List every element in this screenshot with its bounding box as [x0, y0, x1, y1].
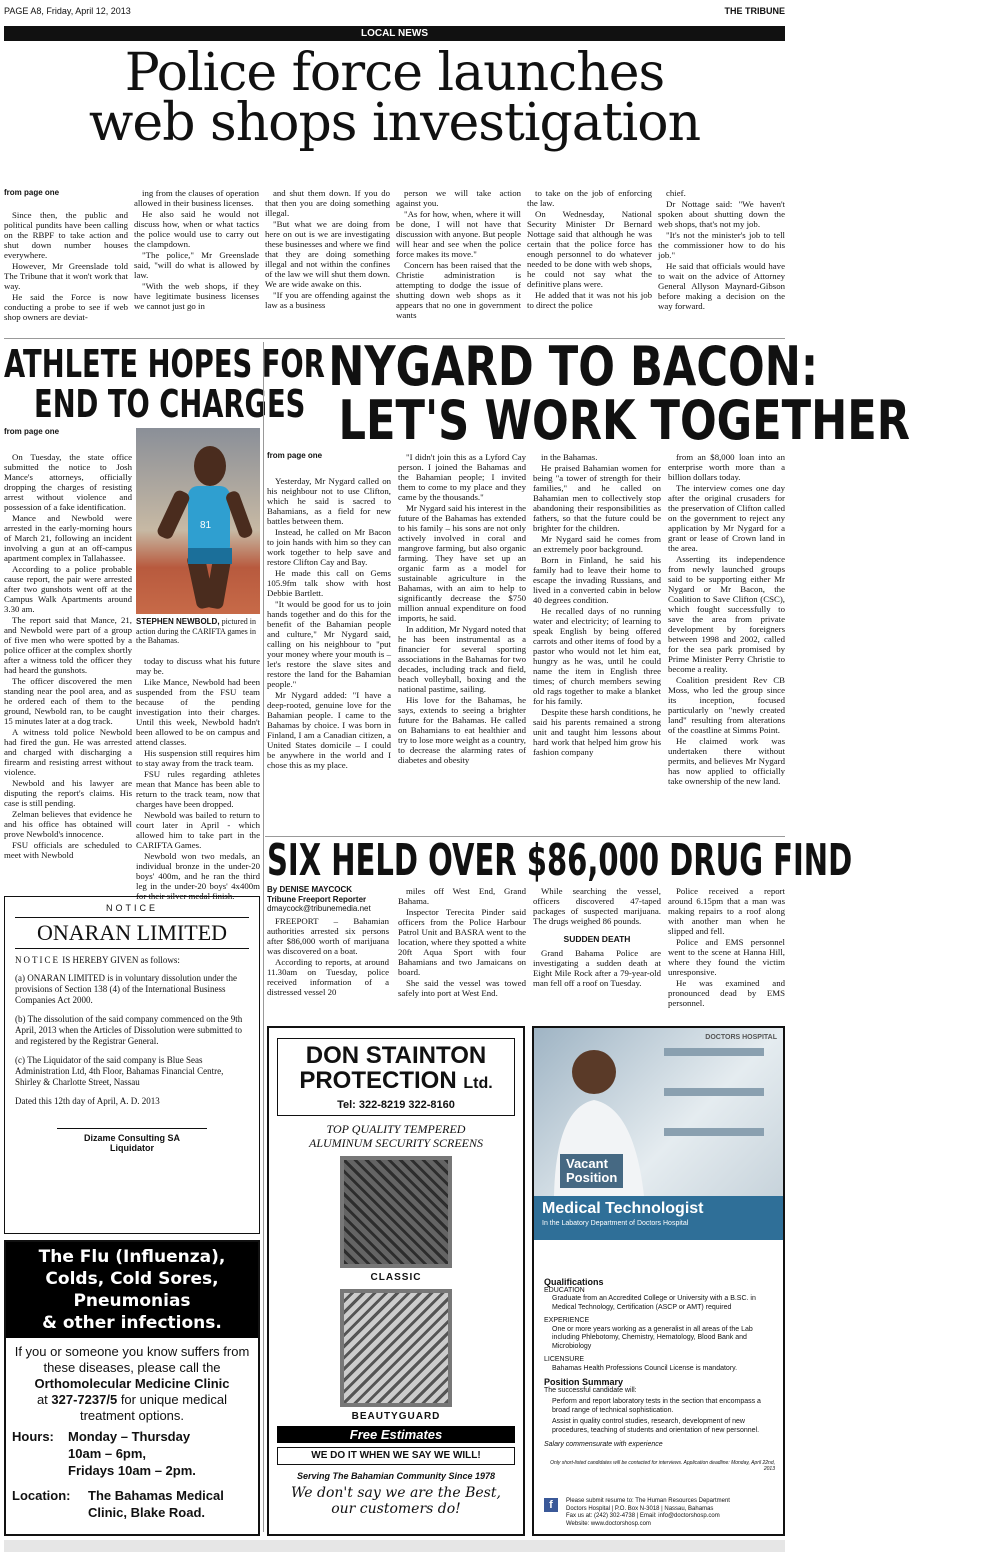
- clinic-phone: 327-7237/5: [51, 1392, 118, 1407]
- paragraph: Newbold was bailed to return to court later in April - which allowed him to take part in the CARIFTA Games.: [136, 810, 260, 850]
- notice-date: Dated this 12th day of April, A. D. 2013: [15, 1096, 160, 1106]
- page-footer-strip: [4, 1540, 785, 1552]
- flu-clinic-ad: The Flu (Influenza), Colds, Cold Sores, Pneumonias & other infections. If you or someone you know suffers from these diseases, please call the Orthomolecular Medicine Clinic at 327-7237/5 for unique medical treatment options. Hours: Monday – Thursday 10am – 6pm, Fridays 10am – 2pm. Location: The Bahamas Medical Clinic, Blake Road.: [4, 1240, 260, 1536]
- paragraph: According to a police probable cause report, the pair were arrested after two gunshots went off at the Campus Walk Apartments around 3.30 am.: [4, 564, 132, 614]
- notice-label: NOTICE: [105, 903, 158, 913]
- don-brand-line1: DON STAINTON: [305, 1042, 487, 1069]
- paragraph: He said that officials would have to wait on the advice of Attorney General Allyson Maynard-Gibson before making a decision on the way forward.: [658, 261, 785, 311]
- paragraph: Zelman believes that evidence he and his office has obtained will prove Newbold's innocence.: [4, 809, 132, 839]
- nygard-col-3: [533, 452, 661, 832]
- paragraph: FSU rules regarding athletes mean that Mance has been able to return to the track team, now that charges have been dropped.: [136, 769, 260, 809]
- free-estimates-banner: Free Estimates: [277, 1426, 515, 1443]
- athlete-col1: [4, 452, 132, 894]
- paragraph: On Tuesday, the state office submitted the notice to Josh Mance's attorneys, officially dropping the charges of resisting arrest without violence and possession of a fake identification.: [4, 452, 132, 512]
- paragraph: In addition, Mr Nygard noted that he has been instrumental as a financier for several sporting associations in the Bahamas for two decades, including track and field, beach volleyball, boxing and the national pastime, sailing.: [398, 624, 526, 694]
- paragraph: The report said that Mance, 21, and Newbold were part of a group of five men who were spotted by a police officer at the complex shortly after a witness told the officer they had heard the gunshots.: [4, 615, 132, 675]
- paragraph: "If you are offending against the law as a business: [265, 290, 390, 310]
- paragraph: Since then, the public and political pundits have been calling on the RBPF to take action and shut down number houses everywhere.: [4, 210, 128, 260]
- lead-headline: [4, 43, 785, 153]
- notice-item: (c) The Liquidator of the said company is Blue Seas Administration Ltd, 4th Floor, Bahamas Financial Centre, Shirley & Charlotte Street, Nassau: [15, 1055, 224, 1087]
- section-bar: LOCAL NEWS: [4, 26, 785, 41]
- paragraph: Mr Nygard said his interest in the future of the Bahamas has extended to his family – his sons are not only actively involved in coral and mangrove farming, but also organic farming. They have set up an organic farm as a model for sustainable agriculture in the Bahamas, with an aim to help to significantly decrease the $750 million annual expenditure on food imports, he said.: [398, 503, 526, 623]
- lead-col-5: [527, 188, 652, 334]
- notice-company: ONARAN LIMITED: [15, 917, 249, 949]
- job-contact: f Please submit resume to: The Human Resources Department Doctors Hospital | P.O. Box N-3018 | Nassau, Bahamas Fax us at: (242) 302-4738 | Email: info@doctorshosp.com Website: www.doctorshosp.com: [544, 1498, 777, 1528]
- paragraph: ing from the clauses of operation allowed in their business licenses.: [134, 188, 259, 208]
- lead-headline-line1: Police force launches: [124, 43, 665, 103]
- paragraph: According to reports, at around 11.30am on Tuesday, police received information of a distressed vessel 20: [267, 957, 389, 997]
- paragraph: Police received a report around 6.15pm that a man was making repairs to a roof along with another man when he slipped and fell.: [668, 886, 785, 936]
- athlete-col2: [136, 656, 260, 901]
- paragraph: Despite these harsh conditions, he said his parents remained a strong unit and taught him lessons about hard work that helped him grow his fashion company: [533, 707, 661, 757]
- beautyguard-label: BEAUTYGUARD: [351, 1411, 441, 1422]
- notice-role: Liquidator: [110, 1143, 154, 1153]
- paragraph: Mr Nygard added: "I have a deep-rooted, genuine love for the Bahamian people. I came to the Bahamas by choice. I was born in Finland, I am a Canadian citizen, a United States domicile – I could be anywhere in the world and I chose this as my place.: [267, 690, 391, 770]
- paragraph: chief.: [666, 188, 686, 198]
- paragraph: Born in Finland, he said his family had to leave their home to escape the invading Russians, and lived in a converted cabin in below 40 degrees condition.: [533, 555, 661, 605]
- paragraph: "It would be good for us to join hands together and do this for the benefit of the Bahamian people and culture," Mr Nygard said, calling on his neighbour to "put your money where your mouth is – let's restore the slave sites and restore the land for the Bahamian people.": [267, 599, 391, 689]
- job-title: Medical Technologist: [542, 1200, 704, 1217]
- paragraph: He praised Bahamian women for being "a tower of strength for their families," and he called on Bahamian men to collectively stop abandoning their responsibilities as fathers, so that the future could be brighter for the children.: [533, 463, 661, 533]
- job-requirements: Qualifications EDUCATION Graduate from an Accredited College or University with a B.SC. in Medical Technology, Certification (ASCP or AMT) required EXPERIENCE One or more years working as a generalist in all areas of the Lab including Phlebotomy, Chemistry, Hematology, Blood Bank and Microbiology LICENSURE Bahamas Health Professions Council License is mandatory. Position Summary The successful candidate will: Perform and report laboratory tests in the section that encompass a broad range of technical sophistication. Assist in quality control studies, research, development of new procedures, teaching of students and orientation of new personnel. Salary commensurate with experience Only short-listed candidates will be contacted for interviews. Application deadline: Monday, April 22nd, 2013: [544, 1277, 775, 1472]
- paragraph: "It's not the minister's job to tell the commissioner how to do his job.": [658, 230, 785, 260]
- paragraph: Grand Bahama Police are investigating a sudden death at Eight Mile Rock after a 79-year-old man fell off a roof on Tuesday.: [533, 948, 661, 988]
- job-title-banner: Medical Technologist In the Labatory Department of Doctors Hospital: [534, 1196, 783, 1240]
- don-script: We don't say we are the Best, our customers do!: [291, 1485, 501, 1517]
- paragraph: Instead, he called on Mr Bacon to join hands with him so they can work together to help save and restore Clifton Cay and Bay.: [267, 527, 391, 567]
- paragraph: While searching the vessel, officers discovered 47-taped packages of suspected marijuana. The drugs weighed 86 pounds.: [533, 886, 661, 926]
- paragraph: The officer discovered the men standing near the pool area, and as he ordered each of them to the ground, Newbold ran, to be caught 15 minutes later at a dog track.: [4, 676, 132, 726]
- vacant-position-label: Vacant Position: [560, 1154, 623, 1188]
- nygard-headline-line1: NYGARD TO BACON:: [328, 335, 819, 398]
- nygard-col-4: [668, 452, 785, 832]
- svg-text:81: 81: [200, 520, 212, 531]
- clinic-name: Orthomolecular Medicine Clinic: [34, 1376, 230, 1391]
- notice-item: (a) ONARAN LIMITED is in voluntary dissolution under the provisions of Section 138 (4) of the International Business Companies Act 2000.: [15, 973, 237, 1005]
- beautyguard-screen-image: [340, 1289, 452, 1407]
- drug-col4: [668, 886, 785, 1020]
- don-tagline: TOP QUALITY TEMPERED ALUMINUM SECURITY SCREENS: [309, 1122, 483, 1150]
- don-serving: Serving The Bahamian Community Since 1978: [296, 1471, 496, 1481]
- notice-item: (b) The dissolution of the said company commenced on the 9th April, 2013 when the Articles of Dissolution were submitted to and registered by the Registrar General.: [15, 1014, 243, 1046]
- nygard-from-page: from page one: [267, 451, 323, 460]
- flu-ad-banner: The Flu (Influenza), Colds, Cold Sores, Pneumonias & other infections.: [6, 1242, 258, 1338]
- lead-col-3: [265, 188, 390, 334]
- paragraph: "The police," Mr Greenslade said, "will do what is allowed by law.: [134, 250, 259, 280]
- paragraph: He claimed work was undertaken there without permits, and believes Mr Nygard has now applied to officially take ownership of the new land.: [668, 736, 785, 786]
- paragraph: FSU officials are scheduled to meet with Newbold: [4, 840, 132, 860]
- nygard-headline-line2: LET'S WORK TOGETHER: [338, 389, 911, 452]
- notice-signer: Dizame Consulting SA: [83, 1133, 180, 1143]
- paragraph: His love for the Bahamas, he says, extends to seeing a brighter future for the Bahamas. He called on Bahamians to eat healthier and try to lose more weight as a country, to decrease the alarming rates of diabetes and obesity: [398, 695, 526, 765]
- paragraph: A witness told police Newbold had fired the gun. He was arrested and charged with discharging a firearm and resisting arrest without violence.: [4, 727, 132, 777]
- paragraph: today to discuss what his future may be.: [136, 656, 260, 676]
- paragraph: "With the web shops, if they have legitimate business licenses we cannot just go in: [134, 281, 259, 311]
- sudden-death-subhead: SUDDEN DEATH: [563, 934, 631, 944]
- paragraph: She said the vessel was towed safely into port at West End.: [398, 978, 526, 998]
- nygard-headline: [267, 335, 911, 452]
- lead-from-page: from page one: [4, 188, 60, 197]
- lead-col-4: [396, 188, 521, 334]
- doctors-hospital-ad: [532, 1026, 785, 1536]
- lead-col-6: [658, 188, 785, 334]
- lead-col-1: [4, 210, 128, 334]
- paragraph: His suspension still requires him to stay away from the track team.: [136, 748, 260, 768]
- lead-headline-line2: web shops investigation: [88, 93, 701, 153]
- classic-screen-image: [340, 1156, 452, 1268]
- athlete-photo-caption: STEPHEN NEWBOLD, pictured in action during the CARIFTA games in the Bahamas.: [136, 617, 257, 645]
- drug-col2: [398, 886, 526, 1020]
- paragraph: Mance and Newbold were arrested in the early-morning hours of March 21, following an incident involving a gun at an off-campus apartment complex in Tallahassee.: [4, 513, 132, 563]
- paragraph: He recalled days of no running water and electricity; of learning to speak English by being offered carrots and other items of food by a pastor who would not let him eat, hungry as he was, until he could name the item in English three times; of church members sewing old rags together to make a blanket for his family.: [533, 606, 661, 706]
- paragraph: Inspector Terecita Pinder said officers from the Police Harbour Patrol Unit and BASRA went to the location, where they spotted a white 20ft Aqua Sport with four Bahamians and two Jamaicans on board.: [398, 907, 526, 977]
- masthead-name: THE TRIBUNE: [724, 6, 785, 16]
- paragraph: Dr Nottage said: "We haven't spoken about shutting down the web shops, that's not my job.: [658, 199, 785, 229]
- paragraph: Mr Nygard said he comes from an extremely poor background.: [533, 534, 661, 554]
- don-stainton-ad: DON STAINTON PROTECTION Ltd. Tel: 322-8219 322-8160 TOP QUALITY TEMPERED ALUMINUM SECURITY SCREENS CLASSIC BEAUTYGUARD Free Estimates WE DO IT WHEN WE SAY WE WILL! Serving The Bahamian Community Since 1978 We don't say we are the Best, our customers do!: [267, 1026, 525, 1536]
- athlete-headline: [4, 342, 325, 426]
- paragraph: The interview comes one day after the original crusaders for the preservation of Clifton called on the government to reject any application by Mr Nygard for a grant or lease of Crown land in the area.: [668, 483, 785, 553]
- drug-headline: SIX HELD OVER $86,000 DRUG FIND: [267, 835, 853, 886]
- paragraph: Concern has been raised that the Christie administration is attempting to dodge the issue of shutting down web shops as it appears that no one in government wants: [396, 260, 521, 320]
- paragraph: "But what we are doing from here on out is we are investigating these businesses and where we find that they are doing something illegal and not within the confines of the law we will shut them down. We are wide awake on this.: [265, 219, 390, 289]
- paragraph: "As for how, when, where it will be done, I will not have that discussion with anyone. But people will hear and see when the police force makes its move.": [396, 209, 521, 259]
- paragraph: However, Mr Greenslade told The Tribune that it won't work that way.: [4, 261, 128, 291]
- paragraph: and shut them down. If you do that then you are doing something illegal.: [265, 188, 390, 218]
- facebook-icon[interactable]: f: [544, 1498, 558, 1512]
- athlete-headline-line2: END TO CHARGES: [34, 382, 306, 426]
- paragraph: Asserting its independence from newly launched groups said to be supporting either Mr Nygard or Mr Bacon, the Coalition to Save Clifton (CSC), which fought successfully to save the area from private development by foreigners between 1998 and 2002, called for the sea park promised by Prime Minister Perry Christie to become a reality.: [668, 554, 785, 674]
- paragraph: Newbold won two medals, an individual bronze in the under-20 boys' 400m, and he ran the third leg in the under-20 boys' 4x400m for their silver medal finish.: [136, 851, 260, 901]
- classic-label: CLASSIC: [370, 1272, 422, 1283]
- paragraph: He also said he would not discuss how, when or what tactics the police would use to carry out the clampdown.: [134, 209, 259, 249]
- paragraph: person we will take action against you.: [396, 188, 521, 208]
- lead-col-2: [134, 188, 259, 334]
- doctors-logo: DOCTORS HOSPITAL: [705, 1034, 777, 1041]
- paragraph: Newbold and his lawyer are disputing the report's claims. His case is still pending.: [4, 778, 132, 808]
- don-phone: Tel: 322-8219 322-8160: [337, 1099, 455, 1111]
- athlete-from-page: from page one: [4, 427, 60, 436]
- drug-col1: [267, 916, 389, 1020]
- legal-notice: NOTICE ONARAN LIMITED NOTICE IS HEREBY GIVEN as follows: (a) ONARAN LIMITED is in voluntary dissolution under the provisions of Section 138 (4) of the International Business Companies Act 2000. (b) The dissolution of the said company commenced on the 9th April, 2013 when the Articles of Dissolution were submitted to and registered by the Registrar General. (c) The Liquidator of the said company is Blue Seas Administration Ltd, 4th Floor, Bahamas Financial Centre, Shirley & Charlotte Street, Nassau Dated this 12th day of April, A. D. 2013 Dizame Consulting SA Liquidator: [4, 896, 260, 1234]
- page-header: [4, 6, 785, 19]
- page-folio: PAGE A8, Friday, April 12, 2013: [4, 6, 131, 16]
- drug-col3: [533, 886, 661, 1020]
- paragraph: Like Mance, Newbold had been suspended from the FSU team because of the pending investigation into their charges. Until this week, Newbold hadn't been allowed to be on campus and attend classes.: [136, 677, 260, 747]
- paragraph: He made this call on Gems 105.9fm talk show with host Debbie Bartlett.: [267, 568, 391, 598]
- athlete-photo: [136, 428, 260, 614]
- nygard-col-2: [398, 452, 526, 832]
- paragraph: FREEPORT – Bahamian authorities arrested six persons after $86,000 worth of marijuana was discovered on a boat.: [267, 916, 389, 956]
- don-slogan: WE DO IT WHEN WE SAY WE WILL!: [277, 1447, 515, 1465]
- paragraph: to take on the job of enforcing the law.: [527, 188, 652, 208]
- paragraph: "I didn't join this as a Lyford Cay person. I joined the Bahamas and the Bahamian people; I invited them to come to my place and they came by the thousands.": [398, 452, 526, 502]
- paragraph: in the Bahamas.: [541, 452, 598, 462]
- drug-byline: By DENISE MAYCOCK Tribune Freeport Reporter dmaycock@tribunemedia.net: [267, 885, 371, 913]
- nygard-col-1: [267, 476, 391, 832]
- paragraph: from an $8,000 loan into an enterprise worth more than a billion dollars today.: [668, 452, 785, 482]
- paragraph: miles off West End, Grand Bahama.: [398, 886, 526, 906]
- paragraph: He added that it was not his job to direct the police: [527, 290, 652, 310]
- paragraph: Police and EMS personnel went to the scene at Hanna Hill, where they found the victim unresponsive.: [668, 937, 785, 977]
- paragraph: Yesterday, Mr Nygard called on his neighbour not to use Clifton, which he said is sacred to Bahamians, as a field for new battles between them.: [267, 476, 391, 526]
- athlete-headline-line1: ATHLETE HOPES FOR: [4, 342, 325, 386]
- paragraph: He said the Force is now conducting a probe to see if web shop owners are deviat-: [4, 292, 128, 322]
- paragraph: Coalition president Rev CB Moss, who led the group since its inception, focused particularly on "newly created land" resulting from alterations of the coastline at Simms Point.: [668, 675, 785, 735]
- paragraph: On Wednesday, National Security Minister Dr Bernard Nottage said that although he was certain that the police force has enough personnel to do whatever needed to be done with web shops, he could not say what the definitive plans were.: [527, 209, 652, 289]
- paragraph: He was examined and pronounced dead by EMS personnel.: [668, 978, 785, 1008]
